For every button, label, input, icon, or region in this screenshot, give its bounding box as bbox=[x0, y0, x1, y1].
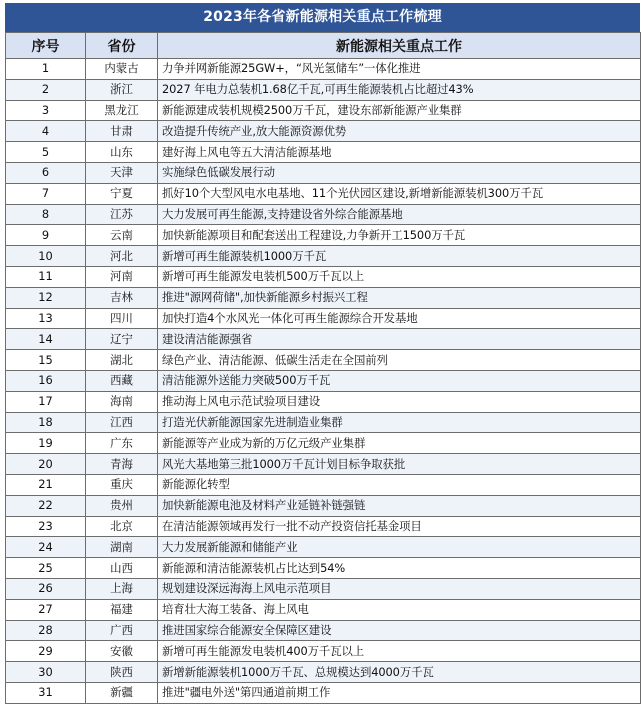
table-row bbox=[6, 308, 641, 329]
row-number: 25 bbox=[6, 558, 86, 579]
table-row bbox=[6, 641, 641, 662]
row-province: 广西 bbox=[86, 620, 158, 641]
row-work-item: 新增可再生能源发电装机400万千瓦以上 bbox=[158, 641, 641, 662]
row-work-item: 推进"疆电外送"第四通道前期工作 bbox=[158, 682, 641, 703]
row-number: 18 bbox=[6, 412, 86, 433]
header-province: 省份 bbox=[86, 33, 158, 59]
row-number: 19 bbox=[6, 433, 86, 454]
row-province: 湖北 bbox=[86, 350, 158, 371]
header-row bbox=[6, 33, 641, 59]
row-number: 2 bbox=[6, 79, 86, 100]
row-work-item: 改造提升传统产业,放大能源资源优势 bbox=[158, 121, 641, 142]
row-number: 28 bbox=[6, 620, 86, 641]
row-work-item: 风光大基地第三批1000万千瓦计划目标争取获批 bbox=[158, 454, 641, 475]
row-number: 5 bbox=[6, 142, 86, 163]
row-number: 30 bbox=[6, 662, 86, 683]
table-row bbox=[6, 537, 641, 558]
row-work-item: 推动海上风电示范试验项目建设 bbox=[158, 391, 641, 412]
row-number: 24 bbox=[6, 537, 86, 558]
table-header bbox=[6, 33, 641, 59]
row-province: 西藏 bbox=[86, 370, 158, 391]
row-number: 12 bbox=[6, 287, 86, 308]
table-row bbox=[6, 578, 641, 599]
row-province: 青海 bbox=[86, 454, 158, 475]
row-number: 21 bbox=[6, 474, 86, 495]
table-row bbox=[6, 100, 641, 121]
row-province: 陕西 bbox=[86, 662, 158, 683]
row-work-item: 新能源等产业成为新的万亿元级产业集群 bbox=[158, 433, 641, 454]
table-row bbox=[6, 183, 641, 204]
table-row bbox=[6, 79, 641, 100]
row-province: 四川 bbox=[86, 308, 158, 329]
row-work-item: 加快新能源项目和配套送出工程建设,力争新开工1500万千瓦 bbox=[158, 225, 641, 246]
row-number: 11 bbox=[6, 266, 86, 287]
row-province: 云南 bbox=[86, 225, 158, 246]
row-number: 29 bbox=[6, 641, 86, 662]
header-no: 序号 bbox=[6, 33, 86, 59]
row-province: 辽宁 bbox=[86, 329, 158, 350]
table-row bbox=[6, 246, 641, 267]
header-work: 新能源相关重点工作 bbox=[158, 33, 641, 59]
table-row bbox=[6, 454, 641, 475]
row-province: 内蒙古 bbox=[86, 59, 158, 80]
row-province: 福建 bbox=[86, 599, 158, 620]
table-row bbox=[6, 142, 641, 163]
row-province: 吉林 bbox=[86, 287, 158, 308]
row-work-item: 抓好10个大型风电水电基地、11个光伏园区建设,新增新能源装机300万千瓦 bbox=[158, 183, 641, 204]
row-number: 7 bbox=[6, 183, 86, 204]
row-province: 北京 bbox=[86, 516, 158, 537]
row-work-item: 新增可再生能源装机1000万千瓦 bbox=[158, 246, 641, 267]
row-number: 14 bbox=[6, 329, 86, 350]
table-row bbox=[6, 558, 641, 579]
row-province: 贵州 bbox=[86, 495, 158, 516]
row-work-item: 2027 年电力总装机1.68亿千瓦,可再生能源装机占比超过43% bbox=[158, 79, 641, 100]
table-row bbox=[6, 287, 641, 308]
report-container bbox=[5, 3, 640, 704]
row-number: 22 bbox=[6, 495, 86, 516]
row-work-item: 加快打造4个水风光一体化可再生能源综合开发基地 bbox=[158, 308, 641, 329]
province-work-table bbox=[5, 32, 641, 704]
row-work-item: 大力发展可再生能源,支持建设省外综合能源基地 bbox=[158, 204, 641, 225]
row-number: 26 bbox=[6, 578, 86, 599]
table-row bbox=[6, 329, 641, 350]
table-row bbox=[6, 682, 641, 703]
table-row bbox=[6, 350, 641, 371]
row-work-item: 规划建设深远海海上风电示范项目 bbox=[158, 578, 641, 599]
row-work-item: 实施绿色低碳发展行动 bbox=[158, 162, 641, 183]
row-work-item: 新能源建成装机规模2500万千瓦，建设东部新能源产业集群 bbox=[158, 100, 641, 121]
row-work-item: 大力发展新能源和储能产业 bbox=[158, 537, 641, 558]
row-province: 安徽 bbox=[86, 641, 158, 662]
row-province: 江苏 bbox=[86, 204, 158, 225]
row-work-item: 绿色产业、清洁能源、低碳生活走在全国前列 bbox=[158, 350, 641, 371]
row-province: 黑龙江 bbox=[86, 100, 158, 121]
table-title: 2023年各省新能源相关重点工作梳理 bbox=[5, 3, 640, 32]
table-row bbox=[6, 204, 641, 225]
row-work-item: 推进国家综合能源安全保障区建设 bbox=[158, 620, 641, 641]
row-province: 广东 bbox=[86, 433, 158, 454]
row-province: 河北 bbox=[86, 246, 158, 267]
row-work-item: 推进"源网荷储",加快新能源乡村振兴工程 bbox=[158, 287, 641, 308]
table-row bbox=[6, 225, 641, 246]
row-province: 上海 bbox=[86, 578, 158, 599]
row-number: 16 bbox=[6, 370, 86, 391]
row-work-item: 清洁能源外送能力突破500万千瓦 bbox=[158, 370, 641, 391]
table-row bbox=[6, 599, 641, 620]
row-province: 湖南 bbox=[86, 537, 158, 558]
row-work-item: 新增可再生能源发电装机500万千瓦以上 bbox=[158, 266, 641, 287]
row-number: 27 bbox=[6, 599, 86, 620]
row-work-item: 建设清洁能源强省 bbox=[158, 329, 641, 350]
row-number: 20 bbox=[6, 454, 86, 475]
row-work-item: 建好海上风电等五大清洁能源基地 bbox=[158, 142, 641, 163]
row-work-item: 在清洁能源领域再发行一批不动产投资信托基金项目 bbox=[158, 516, 641, 537]
table-row bbox=[6, 474, 641, 495]
row-province: 新疆 bbox=[86, 682, 158, 703]
row-number: 1 bbox=[6, 59, 86, 80]
row-work-item: 新增新能源装机1000万千瓦、总规模达到4000万千瓦 bbox=[158, 662, 641, 683]
row-number: 23 bbox=[6, 516, 86, 537]
row-province: 江西 bbox=[86, 412, 158, 433]
row-work-item: 加快新能源电池及材料产业延链补链强链 bbox=[158, 495, 641, 516]
row-number: 8 bbox=[6, 204, 86, 225]
row-province: 甘肃 bbox=[86, 121, 158, 142]
table-row bbox=[6, 162, 641, 183]
table-row bbox=[6, 516, 641, 537]
row-province: 宁夏 bbox=[86, 183, 158, 204]
row-number: 6 bbox=[6, 162, 86, 183]
row-number: 13 bbox=[6, 308, 86, 329]
table-row bbox=[6, 495, 641, 516]
table-row bbox=[6, 370, 641, 391]
row-province: 浙江 bbox=[86, 79, 158, 100]
row-work-item: 新能源化转型 bbox=[158, 474, 641, 495]
row-number: 17 bbox=[6, 391, 86, 412]
row-province: 重庆 bbox=[86, 474, 158, 495]
row-province: 山东 bbox=[86, 142, 158, 163]
row-work-item: 力争并网新能源25GW+，“风光氢储车”一体化推进 bbox=[158, 59, 641, 80]
row-province: 天津 bbox=[86, 162, 158, 183]
row-number: 4 bbox=[6, 121, 86, 142]
row-number: 31 bbox=[6, 682, 86, 703]
row-work-item: 培育壮大海工装备、海上风电 bbox=[158, 599, 641, 620]
table-row bbox=[6, 412, 641, 433]
row-number: 10 bbox=[6, 246, 86, 267]
table-row bbox=[6, 391, 641, 412]
table-row bbox=[6, 662, 641, 683]
row-province: 山西 bbox=[86, 558, 158, 579]
table-row bbox=[6, 433, 641, 454]
row-province: 海南 bbox=[86, 391, 158, 412]
row-work-item: 新能源和清洁能源装机占比达到54% bbox=[158, 558, 641, 579]
table-row bbox=[6, 620, 641, 641]
table-row bbox=[6, 266, 641, 287]
table-body bbox=[6, 59, 641, 704]
table-row bbox=[6, 59, 641, 80]
row-number: 3 bbox=[6, 100, 86, 121]
row-province: 河南 bbox=[86, 266, 158, 287]
row-number: 15 bbox=[6, 350, 86, 371]
table-row bbox=[6, 121, 641, 142]
row-work-item: 打造光伏新能源国家先进制造业集群 bbox=[158, 412, 641, 433]
row-number: 9 bbox=[6, 225, 86, 246]
